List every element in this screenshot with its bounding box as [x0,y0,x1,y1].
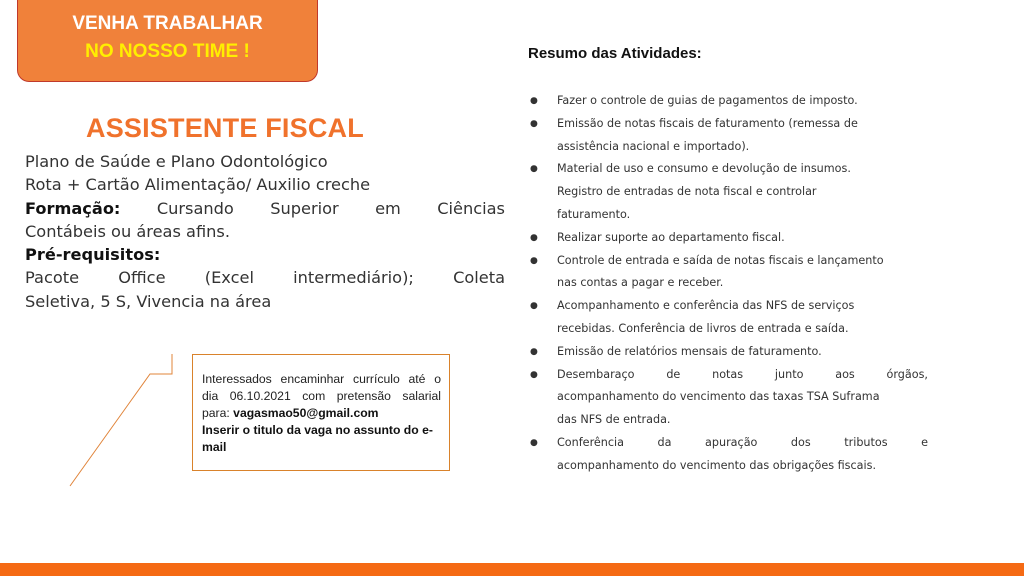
prereq-text-1: Pacote Office (Excel intermediário); Coleta [25,268,505,288]
contact-email-prefix: para: [202,406,234,420]
list-item: ● Desembaraço de notas junto aos órgãos, acompanhamento do vencimento das taxas TSA Suframa das NFS de entrada. [530,364,928,432]
bullet-icon: ● [530,346,538,357]
formation-text-2: Contábeis ou áreas afins. [25,221,230,241]
bullet-icon: ● [530,369,538,380]
prereq-label: Pré-requisitos: [25,245,161,265]
bullet-icon: ● [530,164,538,175]
list-item: ● Fazer o controle de guias de pagamentos de imposto. [530,90,928,113]
job-details [25,150,505,313]
bullet-icon: ● [530,232,538,243]
activities-list [530,90,928,478]
contact-box [192,354,450,471]
formation-label: Formação: [25,198,121,218]
prereq-text-2: Seletiva, 5 S, Vivencia na área [25,291,272,311]
list-item: ● Emissão de relatórios mensais de faturamento. [530,341,928,364]
contact-note-1: Inserir o titulo da vaga no assunto do e- [202,423,433,437]
summary-title: Resumo das Atividades: [528,45,702,62]
contact-email[interactable]: vagasmao50@gmail.com [233,406,379,420]
bullet-icon: ● [530,437,538,448]
bullet-icon: ● [530,118,538,129]
contact-line-1: Interessados encaminhar currículo até o [202,372,441,386]
list-item: ● Material de uso e consumo e devolução de insumos. Registro de entradas de nota fiscal e controlar faturamento. [530,158,928,226]
contact-line-3 [202,405,441,422]
banner-line-2: NO NOSSO TIME ! [85,41,250,62]
formation-text-1: Cursando Superior em Ciências [120,198,505,218]
list-item: ● Controle de entrada e saída de notas fiscais e lançamento nas contas a pagar e receber. [530,250,928,296]
list-item: ● Realizar suporte ao departamento fiscal. [530,227,928,250]
bullet-icon: ● [530,96,538,106]
formation-line [25,197,505,220]
list-item: ● Emissão de notas fiscais de faturamento (remessa de assistência nacional e importado). [530,113,928,159]
callout-connector [60,352,180,492]
banner-line-1: VENHA TRABALHAR [72,13,263,34]
hiring-banner [17,0,318,82]
benefit-transport: Rota + Cartão Alimentação/ Auxilio creche [25,175,371,195]
job-title: ASSISTENTE FISCAL [86,113,364,143]
contact-line-2: dia 06.10.2021 com pretensão salarial [202,389,441,403]
contact-note-2: mail [202,440,227,454]
bullet-icon: ● [530,301,538,312]
list-item: ● Acompanhamento e conferência das NFS de serviços recebidas. Conferência de livros de entrada e saída. [530,295,928,341]
benefit-health: Plano de Saúde e Plano Odontológico [25,152,328,171]
list-item: ● Conferência da apuração dos tributos e acompanhamento do vencimento das obrigações fiscais. [530,432,928,478]
bottom-accent-bar [0,563,1024,576]
bullet-icon: ● [530,255,538,266]
